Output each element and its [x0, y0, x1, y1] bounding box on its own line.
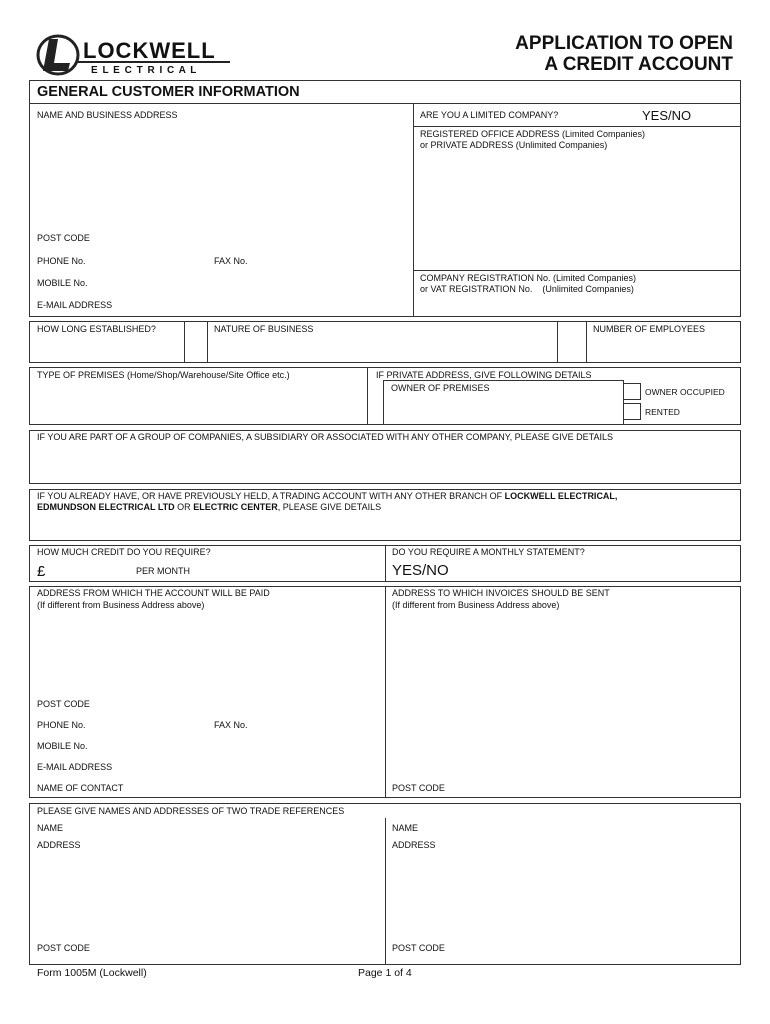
- divider: [586, 321, 587, 363]
- reference-2-name-label: NAME: [392, 823, 419, 833]
- paid-from-note: (If different from Business Address above): [37, 600, 205, 610]
- owner-occupied-checkbox[interactable]: [623, 383, 641, 400]
- group-companies-label: IF YOU ARE PART OF A GROUP OF COMPANIES, A SUBSIDIARY OR ASSOCIATED WITH ANY OTHER COMPANY, PLEASE GIVE DETAILS: [37, 432, 613, 442]
- company-registration-label: COMPANY REGISTRATION No. (Limited Companies): [420, 273, 637, 283]
- contact-name-label: NAME OF CONTACT: [37, 783, 124, 793]
- section-heading-general: GENERAL CUSTOMER INFORMATION: [37, 84, 300, 100]
- reference-1-post-code-label: POST CODE: [37, 943, 90, 953]
- trading-bold-lockwell: LOCKWELL ELECTRICAL,: [504, 491, 618, 501]
- trading-account-label: [37, 491, 617, 513]
- brand-name: LOCKWELL: [83, 38, 216, 63]
- reference-1-address-label: ADDRESS: [37, 840, 81, 850]
- phone-label: PHONE No.: [37, 256, 86, 266]
- trading-bold-electric-center: ELECTRIC CENTER: [193, 502, 278, 512]
- trading-text-3: , PLEASE GIVE DETAILS: [277, 502, 382, 512]
- vat-registration-label: or VAT REGISTRATION No. (Unlimited Companies): [420, 284, 634, 294]
- email-label: E-MAIL ADDRESS: [37, 300, 113, 310]
- form-number: Form 1005M (Lockwell): [37, 967, 147, 979]
- payment-post-code-label: POST CODE: [37, 699, 90, 709]
- payment-mobile-label: MOBILE No.: [37, 741, 88, 751]
- form-title: [515, 33, 733, 75]
- owner-occupied-label: OWNER OCCUPIED: [645, 387, 725, 397]
- payment-fax-label: FAX No.: [214, 720, 248, 730]
- how-long-established-label: HOW LONG ESTABLISHED?: [37, 324, 156, 334]
- divider: [413, 270, 741, 271]
- owner-of-premises-label: OWNER OF PREMISES: [391, 383, 490, 393]
- reference-2-post-code-label: POST CODE: [392, 943, 445, 953]
- private-address-label: or PRIVATE ADDRESS (Unlimited Companies): [420, 140, 608, 150]
- trade-references-heading: PLEASE GIVE NAMES AND ADDRESSES OF TWO TRADE REFERENCES: [37, 806, 345, 816]
- payment-email-label: E-MAIL ADDRESS: [37, 762, 113, 772]
- divider: [383, 380, 384, 425]
- monthly-statement-yes-no[interactable]: YES/NO: [392, 562, 449, 579]
- form-title-line2: A CREDIT ACCOUNT: [544, 54, 733, 75]
- private-address-details-label: IF PRIVATE ADDRESS, GIVE FOLLOWING DETAILS: [376, 370, 592, 380]
- credit-required-label: HOW MUCH CREDIT DO YOU REQUIRE?: [37, 547, 211, 557]
- trading-bold-edmundson: EDMUNDSON ELECTRICAL LTD: [37, 502, 175, 512]
- form-title-line1: APPLICATION TO OPEN: [515, 33, 733, 54]
- invoices-to-label: ADDRESS TO WHICH INVOICES SHOULD BE SENT: [392, 588, 610, 598]
- reference-2-address-label: ADDRESS: [392, 840, 436, 850]
- divider: [184, 321, 185, 363]
- brand-subtitle: E L E C T R I C A L: [91, 65, 198, 76]
- brand-logo: [36, 33, 236, 83]
- page-number: Page 1 of 4: [358, 967, 412, 979]
- trading-text-2: OR: [174, 502, 194, 512]
- mobile-label: MOBILE No.: [37, 278, 88, 288]
- payment-phone-label: PHONE No.: [37, 720, 86, 730]
- paid-from-label: ADDRESS FROM WHICH THE ACCOUNT WILL BE PAID: [37, 588, 270, 598]
- type-of-premises-label: TYPE OF PREMISES (Home/Shop/Warehouse/Site Office etc.): [37, 370, 290, 380]
- divider: [557, 321, 558, 363]
- invoice-post-code-label: POST CODE: [392, 783, 445, 793]
- divider: [385, 545, 386, 582]
- currency-symbol: £: [37, 563, 46, 580]
- registered-office-label: REGISTERED OFFICE ADDRESS (Limited Companies): [420, 129, 646, 139]
- divider: [385, 818, 386, 965]
- fax-label: FAX No.: [214, 256, 248, 266]
- trading-text-1: IF YOU ALREADY HAVE, OR HAVE PREVIOUSLY HELD, A TRADING ACCOUNT WITH ANY OTHER BRANCH OF: [37, 491, 505, 501]
- rented-checkbox[interactable]: [623, 403, 641, 420]
- name-address-label: NAME AND BUSINESS ADDRESS: [37, 110, 178, 120]
- divider: [367, 367, 368, 425]
- reference-1-name-label: NAME: [37, 823, 64, 833]
- per-month-label: PER MONTH: [136, 566, 190, 576]
- limited-company-question: ARE YOU A LIMITED COMPANY?: [420, 110, 559, 120]
- rented-label: RENTED: [645, 407, 680, 417]
- divider: [413, 126, 741, 127]
- limited-company-yes-no[interactable]: YES/NO: [642, 108, 692, 123]
- divider: [207, 321, 208, 363]
- divider: [385, 586, 386, 798]
- invoices-to-note: (If different from Business Address above): [392, 600, 560, 610]
- nature-of-business-label: NATURE OF BUSINESS: [214, 324, 314, 334]
- number-of-employees-label: NUMBER OF EMPLOYEES: [593, 324, 706, 334]
- divider: [29, 103, 741, 104]
- monthly-statement-question: DO YOU REQUIRE A MONTHLY STATEMENT?: [392, 547, 585, 557]
- post-code-label: POST CODE: [37, 233, 90, 243]
- divider: [413, 103, 414, 317]
